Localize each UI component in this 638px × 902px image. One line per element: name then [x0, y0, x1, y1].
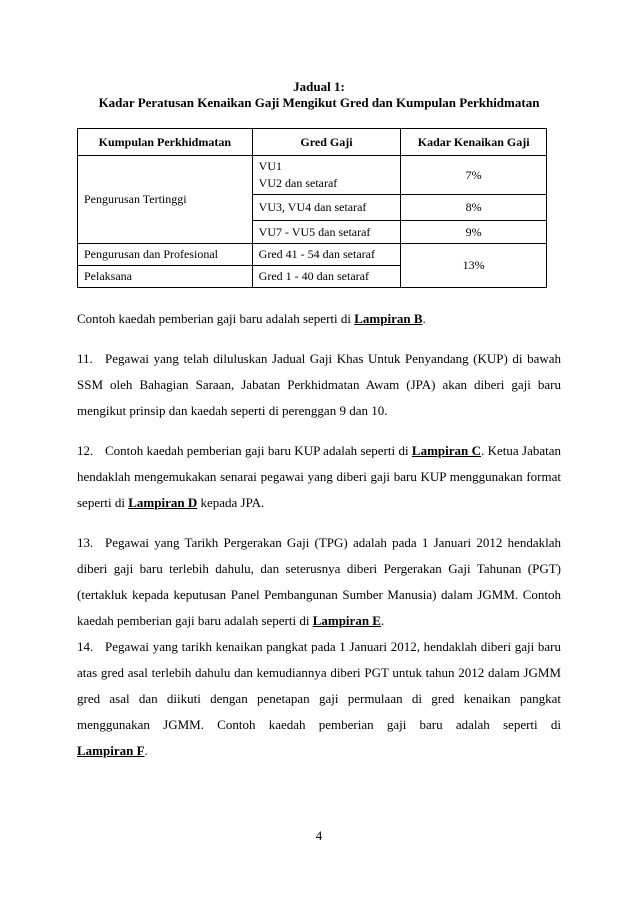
line: [77, 346, 561, 372]
cell-pengurusan-profesional: Pengurusan dan Profesional: [78, 244, 253, 266]
paragraph-number: 13.: [77, 535, 94, 550]
paragraph-11: [77, 346, 561, 424]
line: (tertakluk kepada keputusan Panel Pembangunan Sumber Manusia) dalam JGMM. Contoh: [77, 587, 561, 602]
header-kadar: Kadar Kenaikan Gaji: [401, 129, 547, 156]
lampiran-c-link[interactable]: Lampiran C: [411, 443, 482, 458]
page-number: 4: [315, 828, 323, 843]
text: Contoh kaedah pemberian gaji baru adalah seperti di: [77, 311, 355, 326]
line: [77, 490, 561, 516]
table-caption-label: Jadual 1:: [293, 79, 345, 94]
text: .: [422, 311, 426, 326]
cell-vu1-vu2: [252, 156, 401, 195]
paragraph-number: 11.: [77, 351, 93, 366]
cell-gred-41-54: Gred 41 - 54 dan setaraf: [252, 244, 401, 266]
cell-vu2: VU2 dan setaraf: [258, 176, 338, 190]
header-kumpulan: Kumpulan Perkhidmatan: [78, 129, 253, 156]
text: seperti di: [77, 495, 129, 510]
cell-rate-13: 13%: [401, 244, 547, 288]
table-row: [78, 156, 547, 195]
line: menggunakan JGMM. Contoh kaedah pemberian gaji baru adalah seperti di: [77, 717, 561, 732]
cell-vu3-vu4: VU3, VU4 dan setaraf: [252, 195, 401, 221]
line: [77, 608, 561, 634]
line: SSM oleh Bahagian Saraan, Jabatan Perkhidmatan Awam (JPA) akan diberi gaji baru: [77, 377, 561, 392]
text: Pegawai yang telah diluluskan Jadual Gaji Khas Untuk Penyandang (KUP) di bawah: [105, 351, 561, 366]
lampiran-e-link[interactable]: Lampiran E: [312, 613, 381, 628]
line: [77, 634, 561, 660]
cell-pengurusan-tertinggi: Pengurusan Tertinggi: [78, 156, 253, 244]
text: Pegawai yang Tarikh Pergerakan Gaji (TPG) adalah pada 1 Januari 2012 hendaklah: [105, 535, 561, 550]
line: diberi gaji baru terlebih dahulu, dan seterusnya diberi Pergerakan Gaji Tahunan (PGT): [77, 561, 561, 576]
cell-rate-8: 8%: [401, 195, 547, 221]
table-caption-title: Kadar Peratusan Kenaikan Gaji Mengikut Gred dan Kumpulan Perkhidmatan: [98, 95, 540, 110]
text: kepada JPA.: [197, 495, 265, 510]
text: kaedah pemberian gaji baru adalah seperti di: [77, 613, 313, 628]
line: mengikut prinsip dan kaedah seperti di perenggan 9 dan 10.: [77, 403, 388, 418]
cell-gred-1-40: Gred 1 - 40 dan setaraf: [252, 266, 401, 288]
text: Contoh kaedah pemberian gaji baru KUP adalah seperti di: [105, 443, 412, 458]
cell-vu7-vu5: VU7 - VU5 dan setaraf: [252, 221, 401, 244]
line: [77, 438, 561, 464]
paragraph-14: [77, 634, 561, 764]
line: [77, 738, 561, 764]
line: hendaklah mengemukakan senarai pegawai yang diberi gaji baru KUP menggunakan format: [77, 469, 561, 484]
cell-pelaksana: Pelaksana: [78, 266, 253, 288]
lampiran-b-link[interactable]: Lampiran B: [354, 311, 423, 326]
cell-rate-7: 7%: [401, 156, 547, 195]
text: .: [144, 743, 148, 758]
lampiran-f-link[interactable]: Lampiran F: [77, 743, 145, 758]
line: [77, 530, 561, 556]
paragraph-lampiran-b: [77, 306, 561, 332]
cell-rate-9: 9%: [401, 221, 547, 244]
line: gred asal dan diikuti dengan penetapan gaji permulaan di gred kenaikan pangkat: [77, 691, 561, 706]
table-header-row: [78, 129, 547, 156]
line: atas gred asal terlebih dahulu dan kemudiannya diberi PGT untuk tahun 2012 dalam JGMM: [77, 665, 561, 680]
lampiran-d-link[interactable]: Lampiran D: [128, 495, 198, 510]
cell-vu1: VU1: [258, 159, 283, 173]
paragraph-number: 12.: [77, 443, 94, 458]
text: . Ketua Jabatan: [481, 443, 561, 458]
text: Pegawai yang tarikh kenaikan pangkat pada 1 Januari 2012, hendaklah diberi gaji baru: [105, 639, 561, 654]
text: .: [380, 613, 385, 628]
header-gred: Gred Gaji: [252, 129, 401, 156]
salary-increase-table: [77, 128, 547, 288]
paragraph-13: [77, 530, 561, 634]
paragraph-number: 14.: [77, 639, 94, 654]
paragraph-12: [77, 438, 561, 516]
table-row: [78, 244, 547, 266]
